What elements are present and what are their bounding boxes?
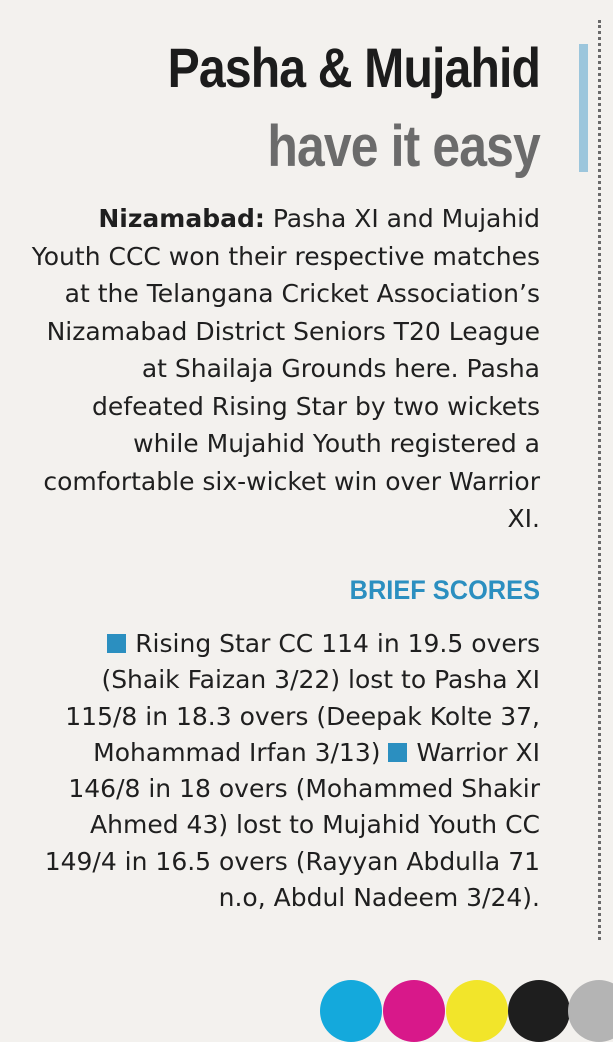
magenta-swatch (383, 980, 445, 1042)
gray-swatch (568, 980, 613, 1042)
yellow-swatch (446, 980, 508, 1042)
accent-bar (579, 44, 588, 172)
headline-line-2: have it easy (267, 114, 540, 179)
score-item: Rising Star CC 114 in 19.5 overs (Shaik Faizan 3/22) lost to Pasha XI 115/8 in 18.3 overs (Deepak Kolte 37, Mohammad Irfan 3/13) (65, 629, 540, 767)
score-item: Warrior XI 146/8 in 18 overs (Mohammed Shakir Ahmed 43) lost to Mujahid Youth CC 149/4 in 16.5 overs (Rayyan Abdulla 71 n.o, Abdul Nadeem 3/24). (44, 737, 540, 913)
square-bullet-icon (107, 634, 126, 653)
square-bullet-icon (388, 743, 407, 762)
black-swatch (508, 980, 570, 1042)
brief-scores-heading: BRIEF SCORES (349, 575, 540, 605)
cyan-swatch (320, 980, 382, 1042)
dateline: Nizamabad: (98, 204, 265, 233)
headline-line-1: Pasha & Mujahid (167, 36, 540, 99)
dotted-column-rule (598, 20, 601, 940)
article-text: Pasha XI and Mujahid Youth CCC won their respective matches at the Telangana Cricket Association’s Nizamabad District Seniors T20 League at Shailaja Grounds here. Pasha defeated Rising Star by two wickets while Mujahid Youth registered a comfortable six-wicket win over Warrior XI. (31, 204, 540, 533)
article-body (30, 200, 540, 538)
print-color-swatches (0, 980, 613, 1024)
brief-scores-list (30, 626, 540, 916)
